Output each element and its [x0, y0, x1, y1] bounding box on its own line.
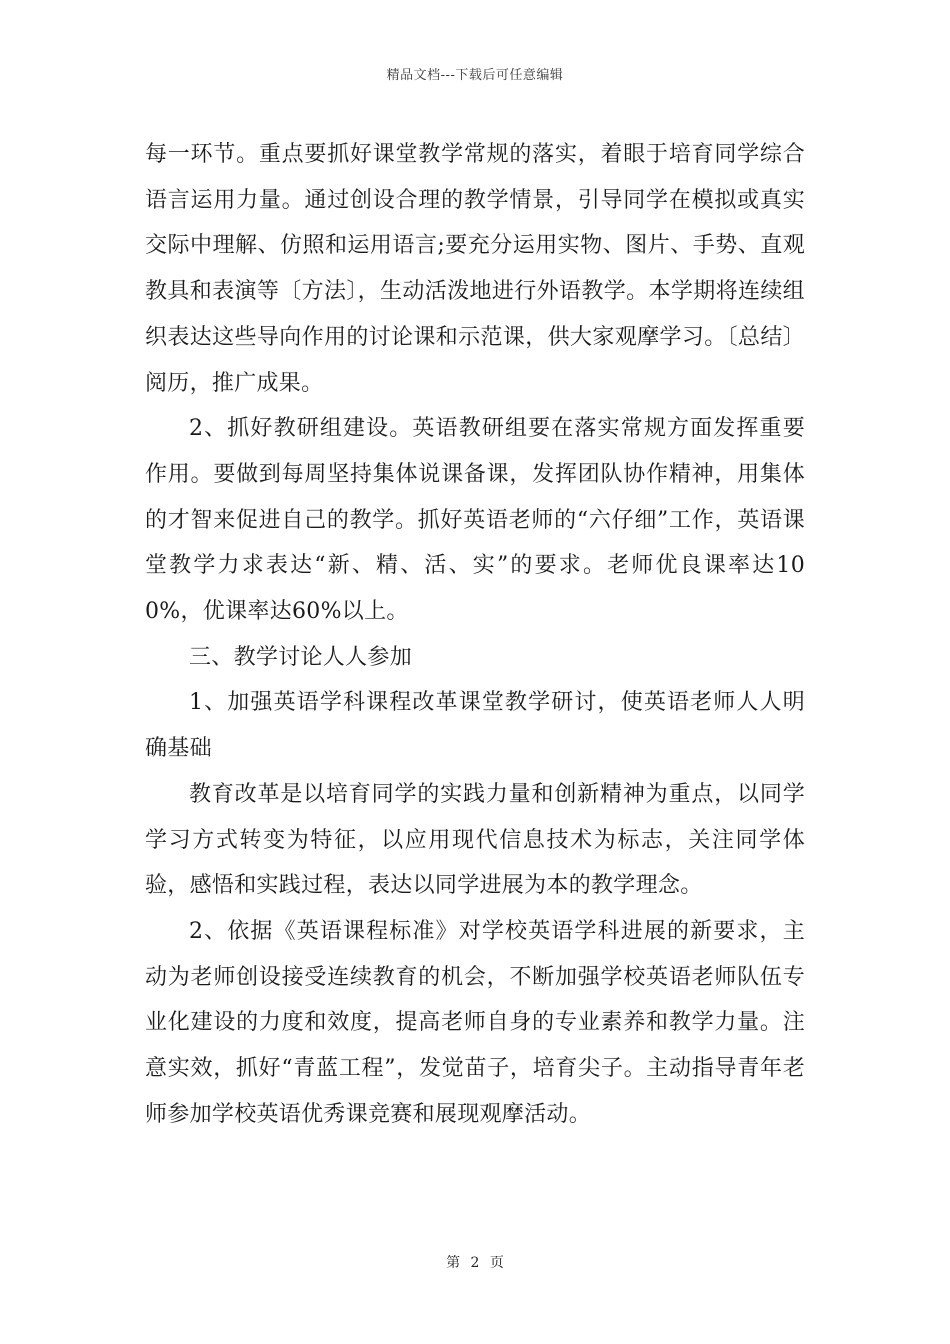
page-label-suffix: 页	[489, 1255, 504, 1271]
paragraph: 每一环节。重点要抓好课堂教学常规的落实，着眼于培育同学综合语言运用力量。通过创设合理的教学情景，引导同学在模拟或真实交际中理解、仿照和运用语言;要充分运用实物、图片、手势、直观教具和表演等〔方法〕，生动活泼地进行外语教学。本学期将连续组织表达这些导向作用的讨论课和示范课，供大家观摩学习。〔总结〕阅历，推广成果。	[145, 142, 805, 396]
paragraph: 1、加强英语学科课程改革课堂教学研讨，使英语老师人人明确基础	[145, 690, 805, 762]
page-header: 精品文档---下载后可任意编辑	[386, 68, 564, 83]
paragraph: 教育改革是以培育同学的实践力量和创新精神为重点，以同学学习方式转变为特征，以应用现代信息技术为标志，关注同学体验，感悟和实践过程，表达以同学进展为本的教学理念。	[145, 781, 805, 899]
paragraph: 2、抓好教研组建设。英语教研组要在落实常规方面发挥重要作用。要做到每周坚持集体说课备课，发挥团队协作精神，用集体的才智来促进自己的教学。抓好英语老师的“六仔细”工作，英语课堂教学力求表达“新、精、活、实”的要求。老师优良课率达100%，优课率达60%以上。	[145, 416, 805, 625]
page-footer	[0, 1252, 950, 1272]
page-number: 2	[470, 1255, 480, 1271]
section-heading: 三、教学讨论人人参加	[189, 644, 413, 670]
page-label-prefix: 第	[446, 1255, 461, 1271]
document-body	[145, 132, 805, 1137]
paragraph: 2、依据《英语课程标准》对学校英语学科进展的新要求，主动为老师创设接受连续教育的机会，不断加强学校英语老师队伍专业化建设的力度和效度，提高老师自身的专业素养和教学力量。注意实效，抓好“青蓝工程”，发觉苗子，培育尖子。主动指导青年老师参加学校英语优秀课竞赛和展现观摩活动。	[145, 918, 805, 1127]
